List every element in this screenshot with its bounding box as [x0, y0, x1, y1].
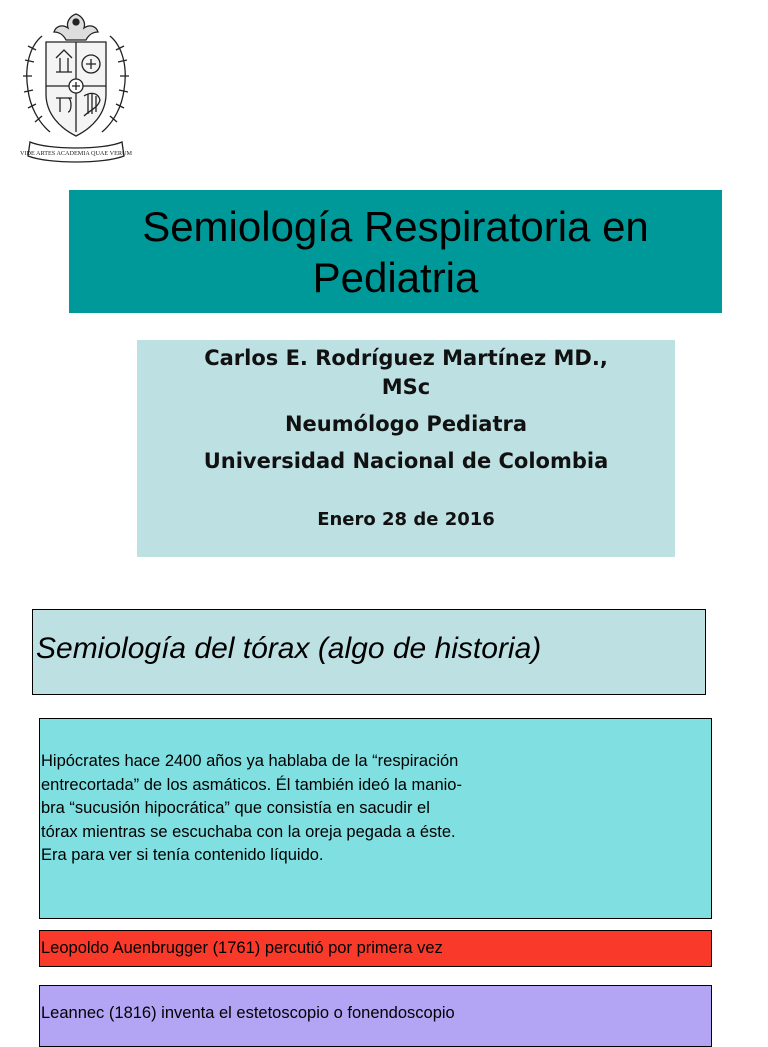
history-line: tórax mientras se escuchaba con la oreja pegada a éste.: [41, 822, 456, 841]
title-line-1: Semiología Respiratoria en: [142, 202, 649, 250]
author-name-line-1: Carlos E. Rodríguez Martínez MD.,: [204, 346, 608, 370]
history-paragraph: [41, 750, 711, 868]
university-seal-icon: [12, 6, 140, 166]
section-heading: Semiología del tórax (algo de historia): [36, 632, 542, 665]
title-banner: [69, 190, 722, 313]
author-name-line-2: MSc: [381, 375, 431, 399]
author-role: Neumólogo Pediatra: [284, 412, 528, 436]
presentation-date: Enero 28 de 2016: [317, 509, 495, 530]
auenbrugger-fact-text: Leopoldo Auenbrugger (1761) percutió por primera vez: [41, 939, 443, 957]
author-name: [137, 344, 675, 402]
presentation-title: [142, 201, 649, 303]
seal-motto: VIDE ARTES ACADEMIA QUAE VERUM: [20, 150, 132, 157]
leannec-fact-box: [39, 985, 712, 1047]
author-institution: Universidad Nacional de Colombia: [203, 449, 609, 473]
leannec-fact-text: Leannec (1816) inventa el estetoscopio o fonendoscopio: [41, 1004, 455, 1022]
section-heading-box: [32, 609, 706, 695]
history-line: Hipócrates hace 2400 años ya hablaba de la “respiración: [41, 752, 459, 770]
history-line: entrecortada” de los asmáticos. Él también ideó la manio-: [41, 775, 462, 794]
author-info-box: [137, 340, 675, 557]
hippocrates-history-box: [39, 718, 712, 919]
history-line: bra “sucusión hipocrática” que consistía en sacudir el: [41, 799, 430, 817]
title-line-2: Pediatria: [312, 253, 479, 301]
auenbrugger-fact-box: [39, 930, 712, 967]
history-line: Era para ver si tenía contenido líquido.: [41, 846, 324, 864]
